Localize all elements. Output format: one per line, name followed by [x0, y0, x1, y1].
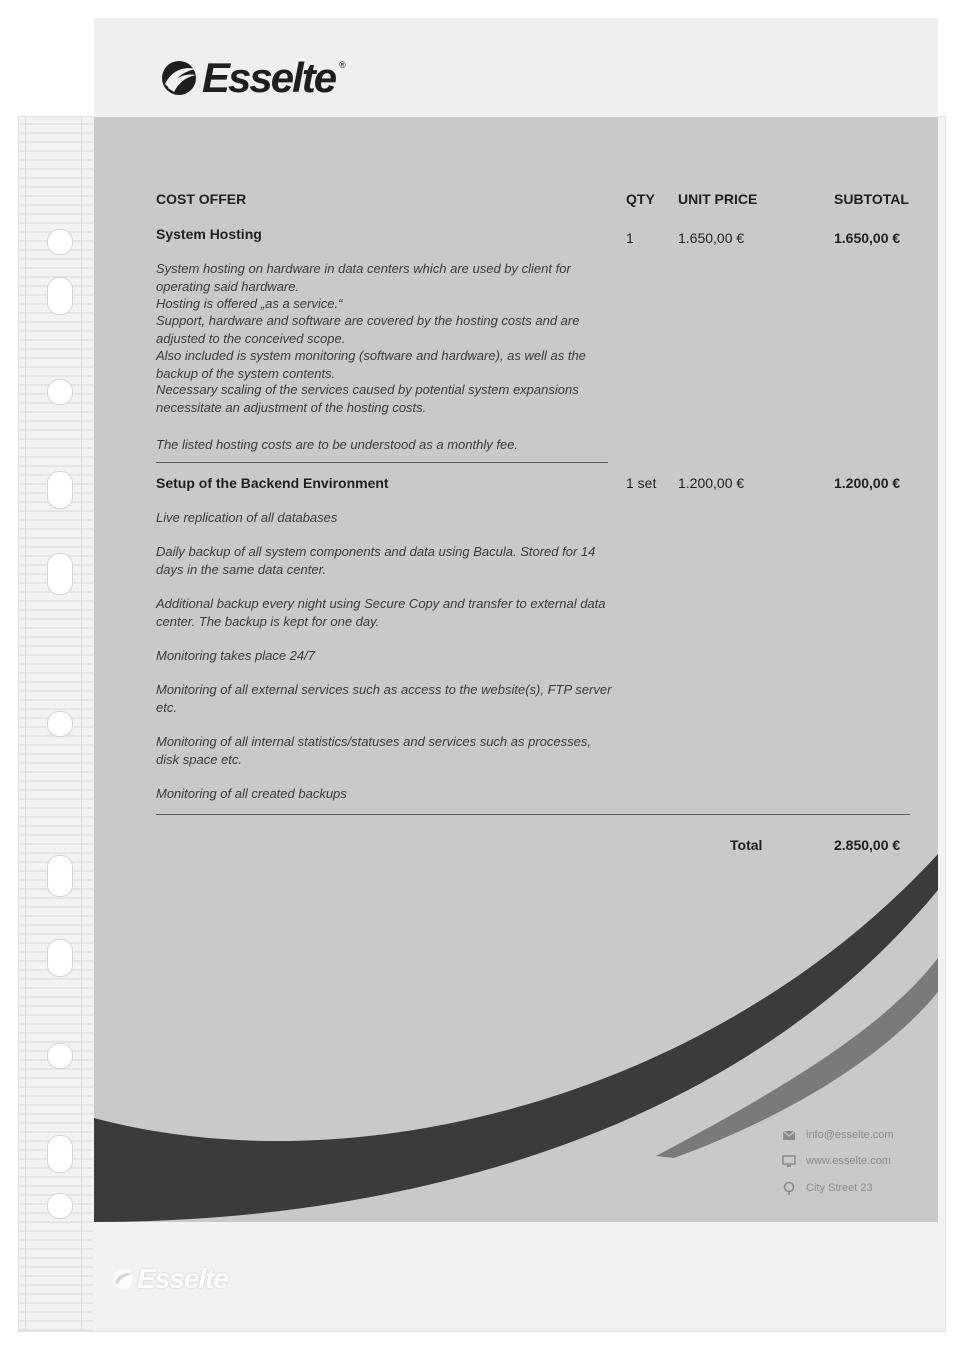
monitor-icon — [782, 1154, 796, 1168]
item-description-line: Necessary scaling of the services caused by potential system expansions necessitate an adjustment of the hosting costs. — [156, 382, 579, 415]
pocket-brand-name: Esselte — [137, 1263, 229, 1294]
header-unit-price: UNIT PRICE — [678, 191, 758, 207]
item-qty: 1 set — [626, 475, 657, 491]
contact-email-text: info@esselte.com — [806, 1129, 894, 1141]
item-title-system-hosting: System Hosting — [156, 226, 262, 242]
total-label: Total — [730, 837, 763, 853]
registered-mark: ® — [339, 60, 346, 70]
pocket-brand-logo — [111, 1263, 228, 1295]
contact-address — [782, 1181, 873, 1195]
item-description-line: Monitoring of all created backups — [156, 786, 347, 801]
contact-website-text: www.esselte.com — [806, 1155, 891, 1167]
brand-swirl-icon — [111, 1268, 135, 1290]
item-subtotal: 1.200,00 € — [834, 475, 901, 491]
item-title-backend-setup: Setup of the Backend Environment — [156, 475, 389, 491]
punch-hole — [47, 379, 73, 405]
punch-hole — [47, 229, 73, 255]
punch-hole — [47, 471, 73, 509]
item-unit-price: 1.200,00 € — [678, 475, 745, 491]
item-description-line: The listed hosting costs are to be understood as a monthly fee. — [156, 437, 519, 452]
item-description-line: Additional backup every night using Secure Copy and transfer to external data center. The backup is kept for one day. — [156, 596, 606, 629]
contact-address-text: City Street 23 — [806, 1182, 873, 1194]
item-description-line: System hosting on hardware in data centers which are used by client for operating said hardware. — [156, 261, 571, 294]
punch-hole — [47, 1193, 73, 1219]
punch-hole — [47, 1043, 73, 1069]
decorative-swoosh — [94, 18, 938, 1222]
item-unit-price: 1.650,00 € — [678, 230, 745, 246]
item-description-line: Monitoring of all internal statistics/statuses and services such as processes, disk space etc. — [156, 734, 591, 767]
punch-hole — [47, 553, 73, 595]
item-description-line: Hosting is offered „as a service.“ — [156, 296, 343, 311]
perforation-line — [25, 117, 26, 1331]
location-pin-icon — [782, 1181, 796, 1195]
item-description-line: Daily backup of all system components and data using Bacula. Stored for 14 days in the same data center. — [156, 544, 596, 577]
total-value: 2.850,00 € — [834, 837, 901, 853]
item-subtotal: 1.650,00 € — [834, 230, 901, 246]
envelope-icon — [782, 1128, 796, 1142]
punch-hole — [47, 1135, 73, 1173]
document-sheet — [94, 18, 938, 1222]
contact-website — [782, 1154, 891, 1168]
punch-hole — [47, 277, 73, 315]
perforation-line — [81, 117, 82, 1331]
punch-hole — [47, 855, 73, 897]
item-qty: 1 — [626, 230, 634, 246]
brand-name: Esselte — [202, 54, 336, 101]
item-description-line: Monitoring takes place 24/7 — [156, 648, 315, 663]
header-qty: QTY — [626, 191, 655, 207]
item-description-line: Support, hardware and software are covered by the hosting costs and are adjusted to the conceived scope. — [156, 313, 580, 346]
contact-email — [782, 1128, 894, 1142]
item-description-line: Live replication of all databases — [156, 510, 338, 525]
item-description-line: Also included is system monitoring (software and hardware), as well as the backup of the system contents. — [156, 348, 586, 381]
header-cost-offer: COST OFFER — [156, 191, 247, 207]
item-description-line: Monitoring of all external services such as access to the website(s), FTP server etc. — [156, 682, 612, 715]
header-subtotal: SUBTOTAL — [834, 191, 909, 207]
punch-hole — [47, 711, 73, 737]
punch-hole — [47, 939, 73, 977]
